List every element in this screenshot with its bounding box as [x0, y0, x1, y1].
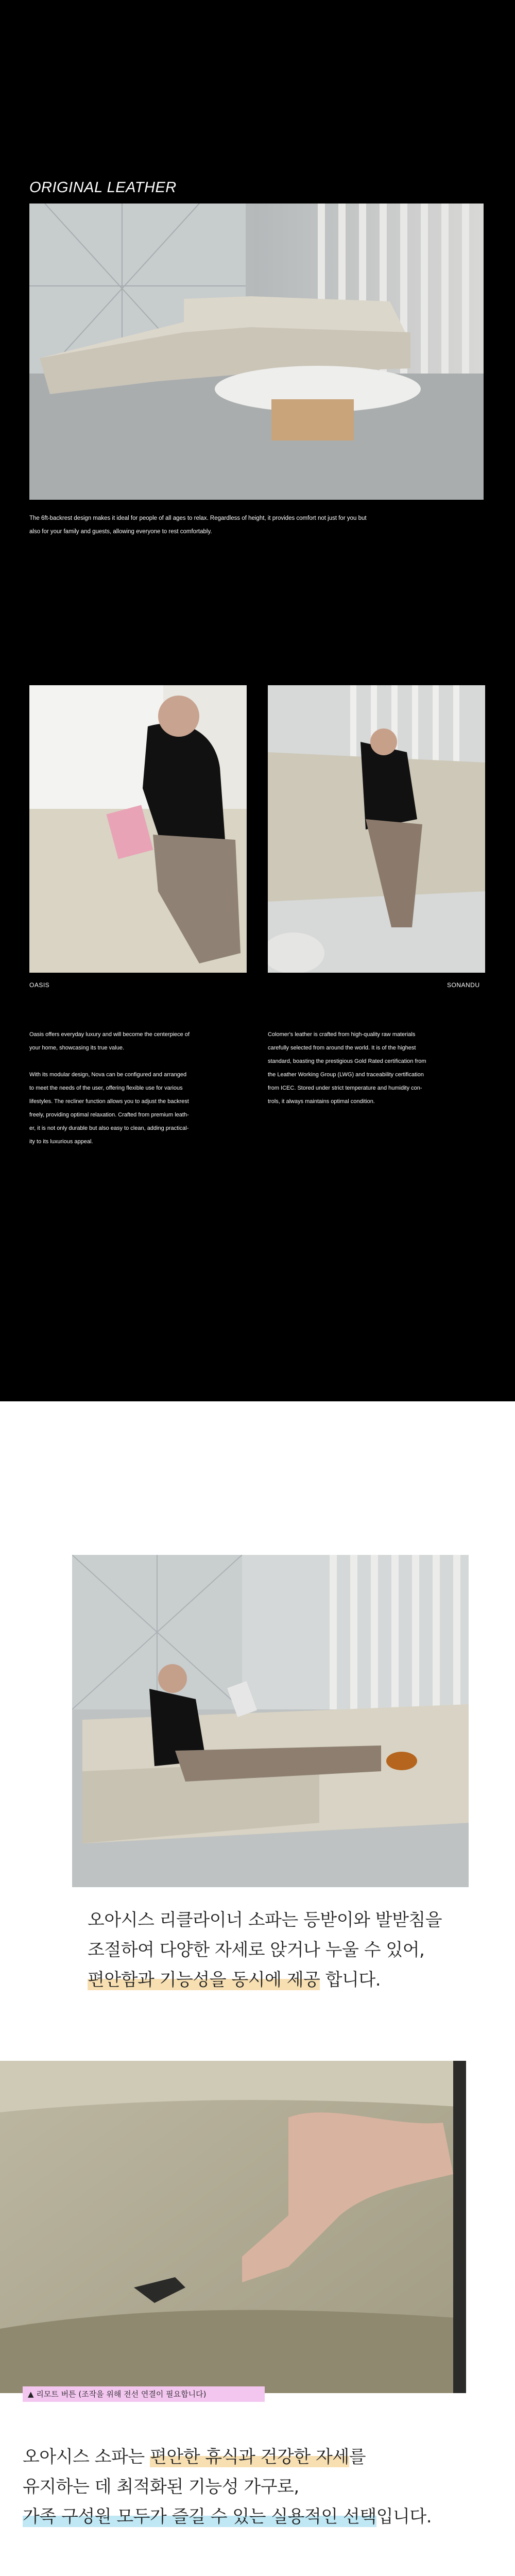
para-line: from ICEC. Stored under strict temperature and humidity con- [268, 1085, 422, 1091]
hand-remote-photo [0, 2061, 466, 2393]
ko-line-2: 조절하여 다양한 자세로 앉거나 누울 수 있어, [88, 1940, 425, 1960]
para-line: trols, it always maintains optimal condition. [268, 1098, 375, 1105]
man-sofa-photo [268, 685, 485, 973]
recliner-photo [72, 1555, 469, 1887]
para-line: carefully selected from around the world. It is of the highest [268, 1045, 416, 1051]
para-line: Colomer's leather is crafted from high-quality raw materials [268, 1031, 416, 1038]
para-line: Oasis offers everyday luxury and will become the centerpiece of [29, 1031, 190, 1038]
para-line: With its modular design, Nova can be configured and arranged [29, 1072, 187, 1078]
caption-line-1: The 6ft-backrest design makes it ideal for people of all ages to relax. Regardless of height, it provides comfort not just for you but [29, 515, 367, 521]
para-line: lifestyles. The recliner function allows you to adjust the backrest [29, 1098, 189, 1105]
para-line: ity to its luxurious appeal. [29, 1139, 93, 1145]
ko-line-3 [88, 1965, 381, 1995]
note-text: 리모트 버튼 (조작을 위해 전선 연결이 필요합니다) [36, 2389, 207, 2399]
man-reading-photo [29, 685, 247, 973]
section-title: ORIGINAL LEATHER [29, 179, 177, 196]
ko-line-5: 유지하는 데 최적화된 기능성 가구로, [23, 2477, 299, 2497]
sofa-hero-photo [29, 204, 484, 500]
para-line: standard, boasting the prestigious Gold Rated certification from [268, 1058, 426, 1064]
ko-line-6 [23, 2502, 432, 2532]
caption-line-2: also for your family and guests, allowing everyone to rest comfortably. [29, 529, 212, 535]
para-line: freely, providing optimal relaxation. Crafted from premium leath- [29, 1112, 189, 1118]
label-sonandu: SONANDU [447, 981, 480, 989]
para-spacer [29, 1055, 256, 1068]
text: 를 [349, 2447, 366, 2467]
triangle-icon: ▲ [28, 2389, 34, 2399]
remote-note [23, 2386, 265, 2402]
para-line: er, it is not only durable but also easy to clean, adding practical- [29, 1125, 189, 1131]
highlight-text: 편안함과 기능성을 동시에 제공 [88, 1970, 320, 1990]
ko-line-4 [23, 2442, 366, 2472]
highlight-text: 편안한 휴식과 건강한 자세 [150, 2447, 349, 2467]
label-oasis: OASIS [29, 981, 50, 989]
text: 오아시스 소파는 [23, 2447, 150, 2467]
para-line: your home, showcasing its true value. [29, 1045, 125, 1051]
para-line: to meet the needs of the user, offering flexible use for various [29, 1085, 183, 1091]
text: 합니다. [320, 1970, 381, 1990]
highlight-text: 가족 구성원 모두가 즐길 수 있는 실용적인 선택 [23, 2506, 376, 2527]
text: 입니다. [376, 2506, 432, 2527]
leather-paragraph [268, 1028, 494, 1108]
ko-line-1: 오아시스 리클라이너 소파는 등받이와 발받침을 [88, 1910, 442, 1930]
oasis-paragraph [29, 1028, 256, 1148]
para-line: the Leather Working Group (LWG) and traceability certification [268, 1072, 424, 1078]
